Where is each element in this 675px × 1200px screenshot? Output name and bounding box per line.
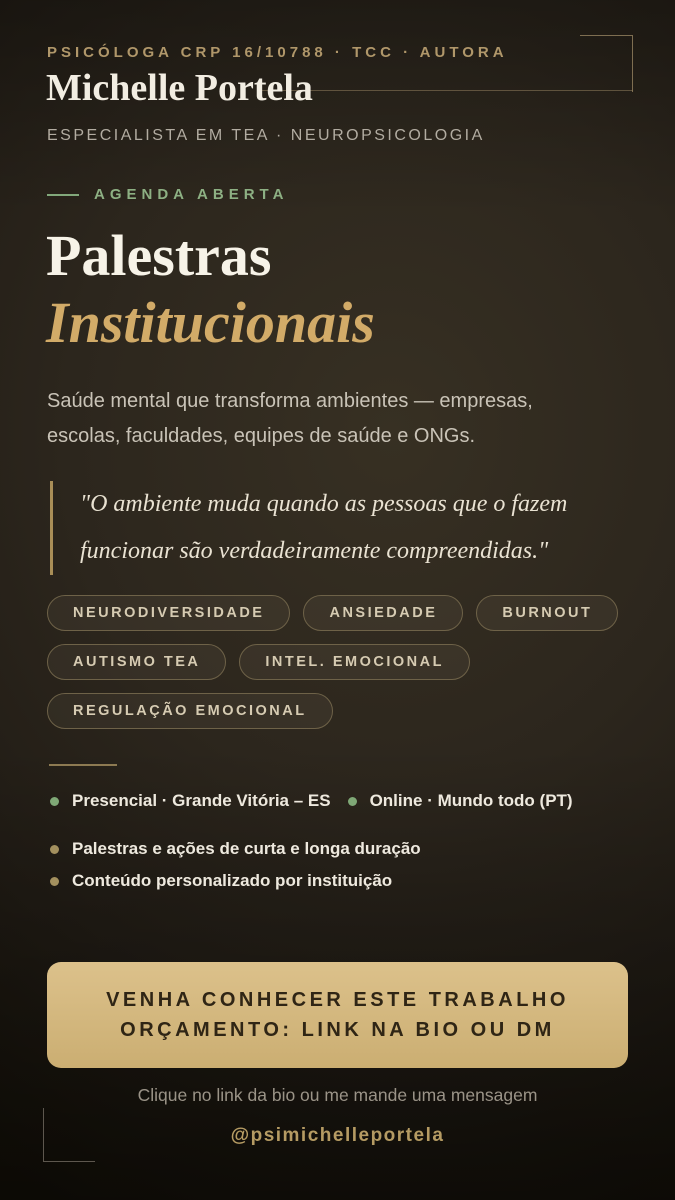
modality-bullet-row	[50, 791, 573, 811]
section-divider	[49, 764, 117, 766]
author-name: Michelle Portela	[46, 67, 313, 109]
page-title-line2: Institucionais	[46, 290, 375, 355]
bullet-duracao-label: Palestras e ações de curta e longa duração	[72, 839, 421, 858]
page-title-line1: Palestras	[46, 223, 272, 288]
bullet-presencial-label: Presencial · Grande Vitória – ES	[72, 791, 331, 810]
green-dot-icon	[50, 797, 59, 806]
bullet-presencial	[50, 791, 331, 811]
topic-chip-list	[47, 595, 629, 729]
instagram-handle[interactable]: @psimichelleportela	[230, 1125, 445, 1146]
cta-hint-text: Clique no link da bio ou me mande uma mensagem	[137, 1085, 538, 1105]
topic-chip-neurodiversidade: NEURODIVERSIDADE	[47, 595, 290, 631]
cta-button[interactable]	[47, 962, 628, 1068]
green-dot-icon	[348, 797, 357, 806]
cta-line2: ORÇAMENTO: LINK NA BIO OU DM	[120, 1018, 555, 1041]
specialty-subtitle: ESPECIALISTA EM TEA · NEUROPSICOLOGIA	[47, 127, 485, 144]
bullet-duracao	[50, 839, 421, 859]
topic-chip-intel-emocional: INTEL. EMOCIONAL	[239, 644, 470, 680]
description-text: Saúde mental que transforma ambientes — empresas, escolas, faculdades, equipes de saúde e ONGs.	[47, 390, 533, 447]
gold-dot-icon	[50, 845, 59, 854]
bullet-conteudo	[50, 871, 392, 891]
gold-dot-icon	[50, 877, 59, 886]
header-accent-line	[258, 90, 633, 91]
topic-chip-ansiedade: ANSIEDADE	[303, 595, 463, 631]
eyebrow-dash	[47, 194, 79, 196]
duration-bullet-row	[50, 839, 421, 859]
corner-bracket-top-right	[580, 35, 633, 92]
bullet-online-label: Online · Mundo todo (PT)	[369, 791, 573, 810]
topic-chip-autismo-tea: AUTISMO TEA	[47, 644, 226, 680]
credentials-kicker: PSICÓLOGA CRP 16/10788 · TCC · AUTORA	[47, 44, 508, 61]
quote-block: "O ambiente muda quando as pessoas que o fazem funcionar são verdadeiramente compreendidas."	[50, 481, 595, 575]
page-title	[46, 222, 375, 356]
cta-line1: VENHA CONHECER ESTE TRABALHO	[106, 988, 569, 1011]
custom-content-bullet-row	[50, 871, 392, 891]
eyebrow-label: AGENDA ABERTA	[94, 186, 289, 203]
topic-chip-burnout: BURNOUT	[476, 595, 618, 631]
eyebrow	[47, 186, 288, 203]
topic-chip-regulacao-emocional: REGULAÇÃO EMOCIONAL	[47, 693, 333, 729]
bullet-conteudo-label: Conteúdo personalizado por instituição	[72, 871, 393, 890]
bullet-online	[348, 791, 573, 811]
